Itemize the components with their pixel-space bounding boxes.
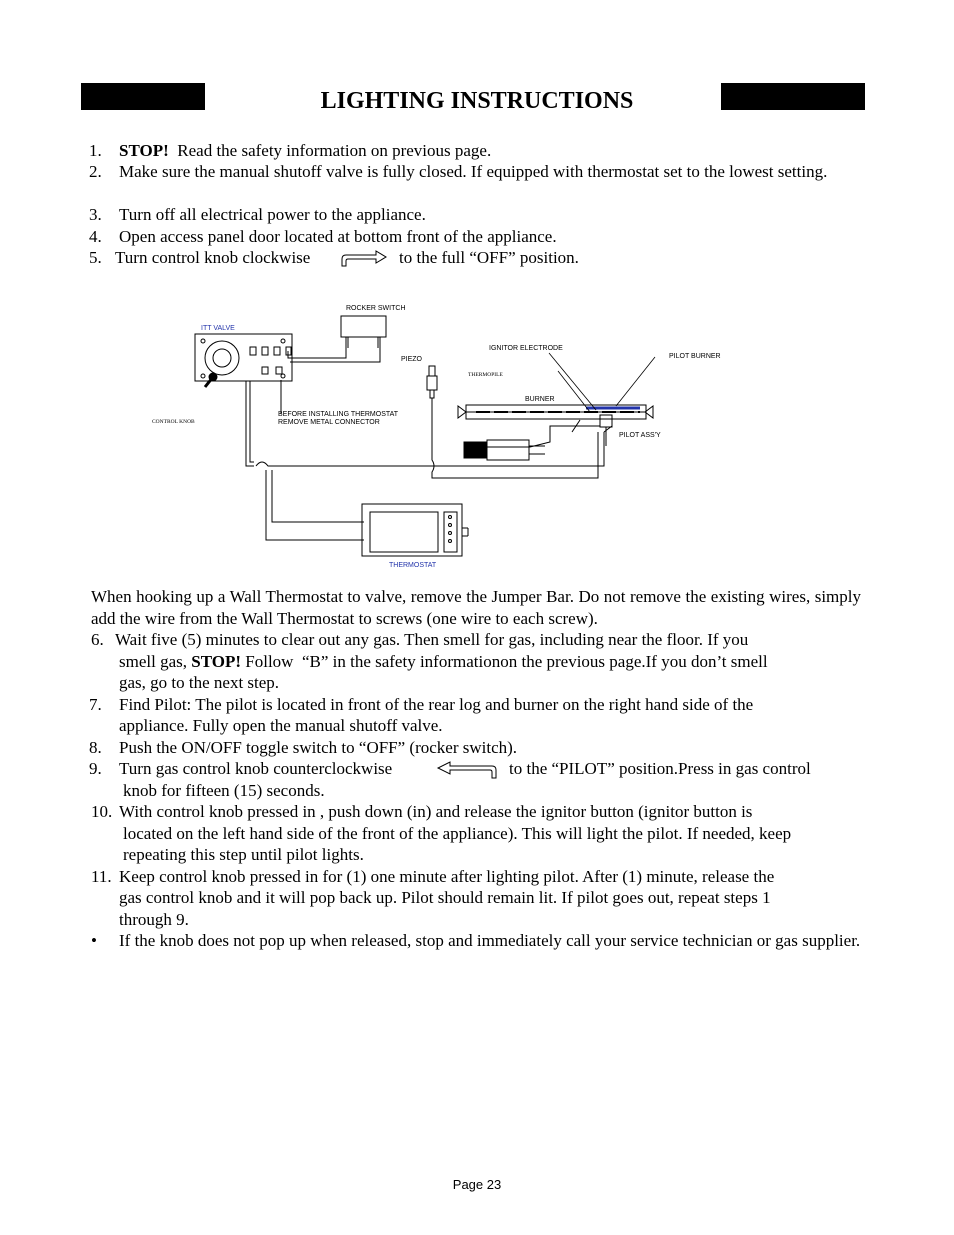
pilot-assy-label: PILOT ASS'Y (619, 432, 661, 439)
page-number: Page 23 (452, 1177, 502, 1192)
gas-fitting (464, 440, 545, 460)
step-3-text: Turn off all electrical power to the appliance. (119, 205, 426, 224)
step-6-number: 6. (91, 630, 104, 649)
remove-connector-label: REMOVE METAL CONNECTOR (278, 419, 380, 426)
step-5-text-b: to the full “OFF” position. (399, 248, 579, 267)
before-installing-label: BEFORE INSTALLING THERMOSTAT (278, 411, 399, 418)
counterclockwise-arrow-icon (436, 760, 498, 780)
ignitor-electrode-label: IGNITOR ELECTRODE (489, 345, 563, 352)
wires (246, 348, 612, 540)
rocker-switch (341, 316, 386, 350)
step-11-line-c: through 9. (119, 910, 189, 929)
step-7-line-a: Find Pilot: The pilot is located in front of the rear log and burner on the right hand side of the (119, 695, 754, 714)
bullet-text: If the knob does not pop up when released, stop and immediately call your service technician or gas supplier. (119, 931, 861, 950)
stop-strong: STOP! (119, 141, 169, 160)
step-10-number: 10. (91, 802, 113, 821)
thermopile-label: THERMOPILE (468, 372, 503, 378)
burner-label: BURNER (525, 396, 555, 403)
step-11-line-a: Keep control knob pressed in for (1) one minute after lighting pilot. After (1) minute, release the (119, 867, 775, 886)
step-9-line-b: to the “PILOT” position.Press in gas control (509, 759, 811, 778)
itt-valve-label: ITT VALVE (201, 325, 235, 332)
itt-valve (195, 334, 292, 387)
step-7-line-b: appliance. Fully open the manual shutoff valve. (119, 716, 443, 735)
step-10-line-b: located on the left hand side of the front of the appliance). This will light the pilot. If needed, keep (123, 824, 792, 843)
step-6-stop: STOP! (191, 652, 242, 671)
piezo (427, 366, 437, 398)
step-9-line-c: knob for fifteen (15) seconds. (123, 781, 325, 800)
step-4-text: Open access panel door located at bottom front of the appliance. (119, 227, 557, 246)
clockwise-arrow-icon (340, 250, 388, 268)
step-5-number: 5. (89, 248, 102, 267)
step-6-c: Follow “B” in the safety informationon the previous page.If you don’t smell (241, 652, 768, 671)
step-11-number: 11. (91, 867, 112, 886)
step-7-number: 7. (89, 695, 102, 714)
leader-lines (549, 353, 655, 412)
step-6-line-d: gas, go to the next step. (119, 673, 280, 692)
step-4-number: 4. (89, 227, 102, 246)
step-1-text (119, 140, 861, 162)
rocker-switch-label: ROCKER SWITCH (346, 305, 406, 312)
step-2-text: Make sure the manual shutoff valve is fully closed. If equipped with thermostat set to the lowest setting. (119, 162, 828, 181)
thermostat (362, 504, 468, 556)
step-11-line-b: gas control knob and it will pop back up. Pilot should remain lit. If pilot goes out, repeat steps 1 (119, 888, 771, 907)
thermostat-note: When hooking up a Wall Thermostat to valve, remove the Jumper Bar. Do not remove the existing wires, simply add the wire from the Wall Thermostat to screws (one wire to each screw). (91, 587, 861, 628)
step-8-number: 8. (89, 738, 102, 757)
control-knob-label: CONTROL KNOB (152, 419, 195, 425)
step-2-number: 2. (89, 162, 102, 181)
thermostat-label: THERMOSTAT (389, 562, 437, 569)
page-title: LIGHTING INSTRUCTIONS (320, 88, 634, 114)
step-6-line-b (119, 651, 768, 673)
step-1-rest: Read the safety information on previous page. (168, 141, 492, 160)
step-3-number: 3. (89, 205, 102, 224)
step-10-line-a: With control knob pressed in , push down (in) and release the ignitor button (ignitor button is (119, 802, 753, 821)
pilot-burner-label: PILOT BURNER (669, 353, 721, 360)
bullet-marker: • (91, 931, 97, 950)
step-8-text: Push the ON/OFF toggle switch to “OFF” (rocker switch). (119, 738, 518, 757)
step-6-b: smell gas, (119, 652, 187, 671)
piezo-label: PIEZO (401, 356, 423, 363)
step-6-line-a: Wait five (5) minutes to clear out any gas. Then smell for gas, including near the floor. If you (115, 630, 749, 649)
step-9-line-a: Turn gas control knob counterclockwise (119, 759, 393, 778)
step-5-text-a: Turn control knob clockwise (115, 248, 311, 267)
step-1-number: 1. (89, 141, 102, 160)
step-10-line-c: repeating this step until pilot lights. (123, 845, 364, 864)
wiring-diagram (0, 290, 954, 580)
step-9-number: 9. (89, 759, 102, 778)
